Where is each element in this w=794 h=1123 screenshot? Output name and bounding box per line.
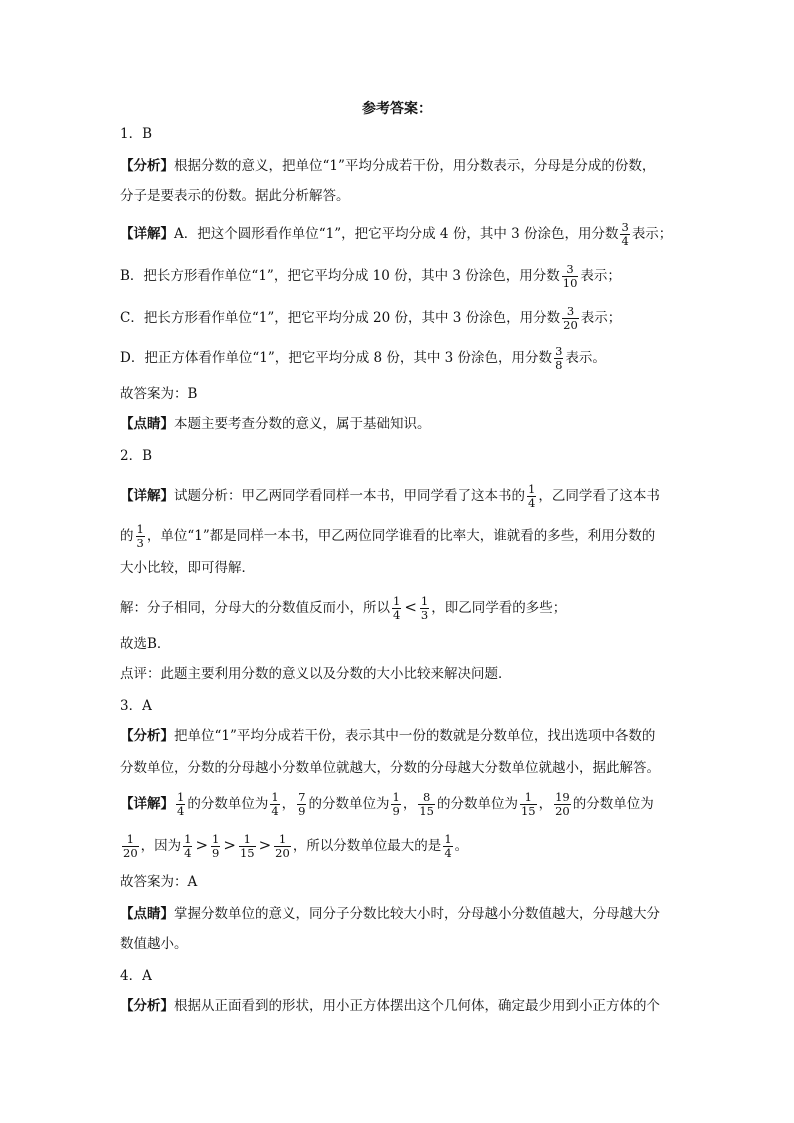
fraction: [392, 596, 401, 621]
fraction: [620, 222, 629, 247]
fraction: [176, 792, 185, 817]
numerator: 1: [177, 790, 185, 804]
numerator: 1: [392, 790, 400, 804]
numerator: 3: [566, 304, 575, 318]
numerator: 1: [420, 594, 429, 608]
numerator: 1: [243, 832, 251, 846]
q3-comment-text1: 掌握分数单位的意义，同分子分数比较大小时，分母越小分数值越大，分母越大分: [174, 906, 660, 922]
q3-answer: 故答案为：A: [120, 874, 198, 890]
q4-head: 4．A: [120, 968, 152, 984]
denominator: 20: [123, 846, 138, 860]
q1-b-tail: 表示；: [580, 268, 621, 284]
page-title: 参考答案：: [362, 101, 432, 117]
denominator: 4: [393, 608, 401, 622]
q3-analysis-line1: [120, 726, 680, 746]
denominator: 20: [275, 846, 290, 860]
fraction: [562, 306, 579, 331]
detail-tag: 【详解】: [120, 226, 174, 242]
numerator: 1: [184, 832, 192, 846]
q2-line1-b: ，乙同学看了这本书: [538, 488, 660, 504]
q3-mid-text: 的分数单位为: [436, 796, 518, 812]
separator: ，: [402, 796, 417, 812]
fraction: [420, 596, 429, 621]
q1-answer: 故答案为：B: [120, 386, 198, 402]
fraction: [183, 834, 192, 859]
denominator: 15: [239, 846, 255, 860]
denominator: 9: [298, 804, 306, 818]
separator: ，: [281, 796, 296, 812]
q3-mid-text: 的分数单位为: [187, 796, 269, 812]
q2-solve-b: ，即乙同学看的多些；: [431, 600, 567, 616]
q1-c-text: C．把长方形看作单位“1”，把它平均分成 20 份，其中 3 份涂色，用分数: [120, 310, 561, 326]
q1-d-text: D．把正方体看作单位“1”，把它平均分成 8 份，其中 3 份涂色，用分数: [120, 350, 553, 366]
q3-detail-line1: [120, 792, 680, 817]
numerator: 1: [444, 832, 452, 846]
q2-detail-line1: [120, 484, 680, 509]
q1-comment: [120, 414, 680, 434]
q1-analysis-line1: [120, 156, 680, 176]
numerator: 1: [278, 832, 287, 846]
detail-tag: 【详解】: [120, 796, 174, 812]
numerator: 7: [298, 790, 306, 804]
fraction: [554, 792, 571, 817]
denominator: 3: [136, 536, 144, 550]
denominator: 4: [444, 846, 452, 860]
q1-analysis-text1: 根据分数的意义，把单位“1”平均分成若干份，用分数表示，分母是分成的份数，: [174, 158, 656, 174]
denominator: 4: [528, 496, 536, 510]
numerator: 1: [271, 790, 279, 804]
q1-b-text: B．把长方形看作单位“1”，把它平均分成 10 份，其中 3 份涂色，用分数: [120, 268, 560, 284]
denominator: 20: [563, 318, 578, 332]
q2-solve-a: 解：分子相同，分母大的分数值反而小，所以: [120, 600, 390, 616]
less-than-sign: <: [404, 598, 417, 616]
q4-analysis-line1: [120, 996, 680, 1016]
denominator: 4: [177, 804, 185, 818]
fraction: [443, 834, 452, 859]
numerator: 19: [555, 790, 570, 804]
fraction: [554, 346, 563, 371]
comment-tag: 【点睛】: [120, 416, 174, 432]
q4-analysis-text1: 根据从正面看到的形状，用小正方体摆出这个几何体，确定最少用到小正方体的个: [174, 998, 660, 1014]
q3-mid-text: 的分数单位为: [572, 796, 654, 812]
denominator: 15: [419, 804, 434, 818]
q1-detail-d: [120, 346, 680, 371]
denominator: 4: [271, 804, 279, 818]
analysis-tag: 【分析】: [120, 728, 174, 744]
q1-analysis-line2: 分子是要表示的份数。据此分析解答。: [120, 188, 350, 204]
q2-line2-b: ，单位“1”都是同样一本书，甲乙两位同学谁看的比率大，谁就看的多些，利用分数的: [146, 528, 656, 544]
q2-line2-a: 的: [120, 528, 134, 544]
numerator: 3: [621, 220, 629, 234]
fraction: [136, 524, 145, 549]
q1-detail-a: [120, 222, 680, 247]
q2-detail-line3: 大小比较，即可得解．: [120, 560, 255, 576]
q1-head: 1．B: [120, 126, 153, 142]
numerator: 1: [136, 522, 144, 536]
q3-mid-text: 的分数单位为: [308, 796, 390, 812]
denominator: 4: [621, 234, 629, 248]
fraction: [239, 834, 256, 859]
q2-line1-a: 试题分析：甲乙两同学看同样一本书，甲同学看了这本书的: [174, 488, 525, 504]
q2-comment: 点评：此题主要利用分数的意义以及分数的大小比较来解决问题．: [120, 666, 512, 682]
q1-a-text: A．把这个圆形看作单位“1”，把它平均分成 4 份，其中 3 份涂色，用分数: [174, 226, 619, 242]
q1-c-tail: 表示；: [580, 310, 622, 326]
greater-than-sign: >: [195, 836, 209, 854]
q3-because: ，因为: [140, 838, 182, 854]
q3-comment-line2: 数值越小。: [120, 936, 188, 952]
analysis-tag: 【分析】: [120, 998, 174, 1014]
fraction: [391, 792, 400, 817]
q3-detail-line2: [120, 834, 680, 859]
q3-end: 。: [454, 838, 469, 854]
numerator: 1: [524, 790, 532, 804]
fraction: [520, 792, 537, 817]
q1-comment-text: 本题主要考查分数的意义，属于基础知识。: [174, 416, 431, 432]
q2-choose: 故选B．: [120, 636, 171, 652]
q3-so: ，所以分数单位最大的是: [292, 838, 442, 854]
numerator: 3: [566, 262, 574, 276]
numerator: 1: [528, 482, 536, 496]
denominator: 9: [212, 846, 220, 860]
fraction: [562, 264, 579, 289]
q1-detail-b: [120, 264, 680, 289]
fraction: [527, 484, 536, 509]
fraction: [122, 834, 139, 859]
detail-tag: 【详解】: [120, 488, 174, 504]
greater-than-sign: >: [223, 836, 236, 854]
denominator: 4: [184, 846, 192, 860]
separator: ，: [538, 796, 553, 812]
denominator: 8: [555, 358, 563, 372]
comment-tag: 【点睛】: [120, 906, 174, 922]
q3-comment-line1: [120, 904, 680, 924]
q1-a-tail: 表示；: [631, 226, 673, 242]
fraction: [270, 792, 279, 817]
q3-analysis-text1: 把单位“1”平均分成若干份，表示其中一份的数就是分数单位，找出选项中各数的: [174, 728, 656, 744]
denominator: 15: [520, 804, 536, 818]
fraction: [274, 834, 291, 859]
denominator: 20: [555, 804, 570, 818]
numerator: 8: [422, 790, 431, 804]
denominator: 9: [392, 804, 400, 818]
q2-solve: [120, 596, 680, 621]
numerator: 3: [555, 344, 563, 358]
q1-detail-c: [120, 306, 680, 331]
greater-than-sign: >: [258, 836, 272, 854]
numerator: 1: [212, 832, 220, 846]
denominator: 3: [420, 608, 429, 622]
q3-head: 3．A: [120, 698, 152, 714]
fraction: [418, 792, 435, 817]
fraction: [297, 792, 306, 817]
q2-head: 2．B: [120, 448, 153, 464]
q3-analysis-line2: 分数单位，分数的分母越小分数单位就越大，分数的分母越大分数单位就越小，据此解答。: [120, 760, 660, 776]
fraction: [211, 834, 220, 859]
numerator: 1: [393, 594, 401, 608]
numerator: 1: [126, 832, 134, 846]
q1-d-tail: 表示。: [565, 350, 606, 366]
q2-detail-line2: [120, 524, 680, 549]
analysis-tag: 【分析】: [120, 158, 174, 174]
denominator: 10: [562, 276, 578, 290]
